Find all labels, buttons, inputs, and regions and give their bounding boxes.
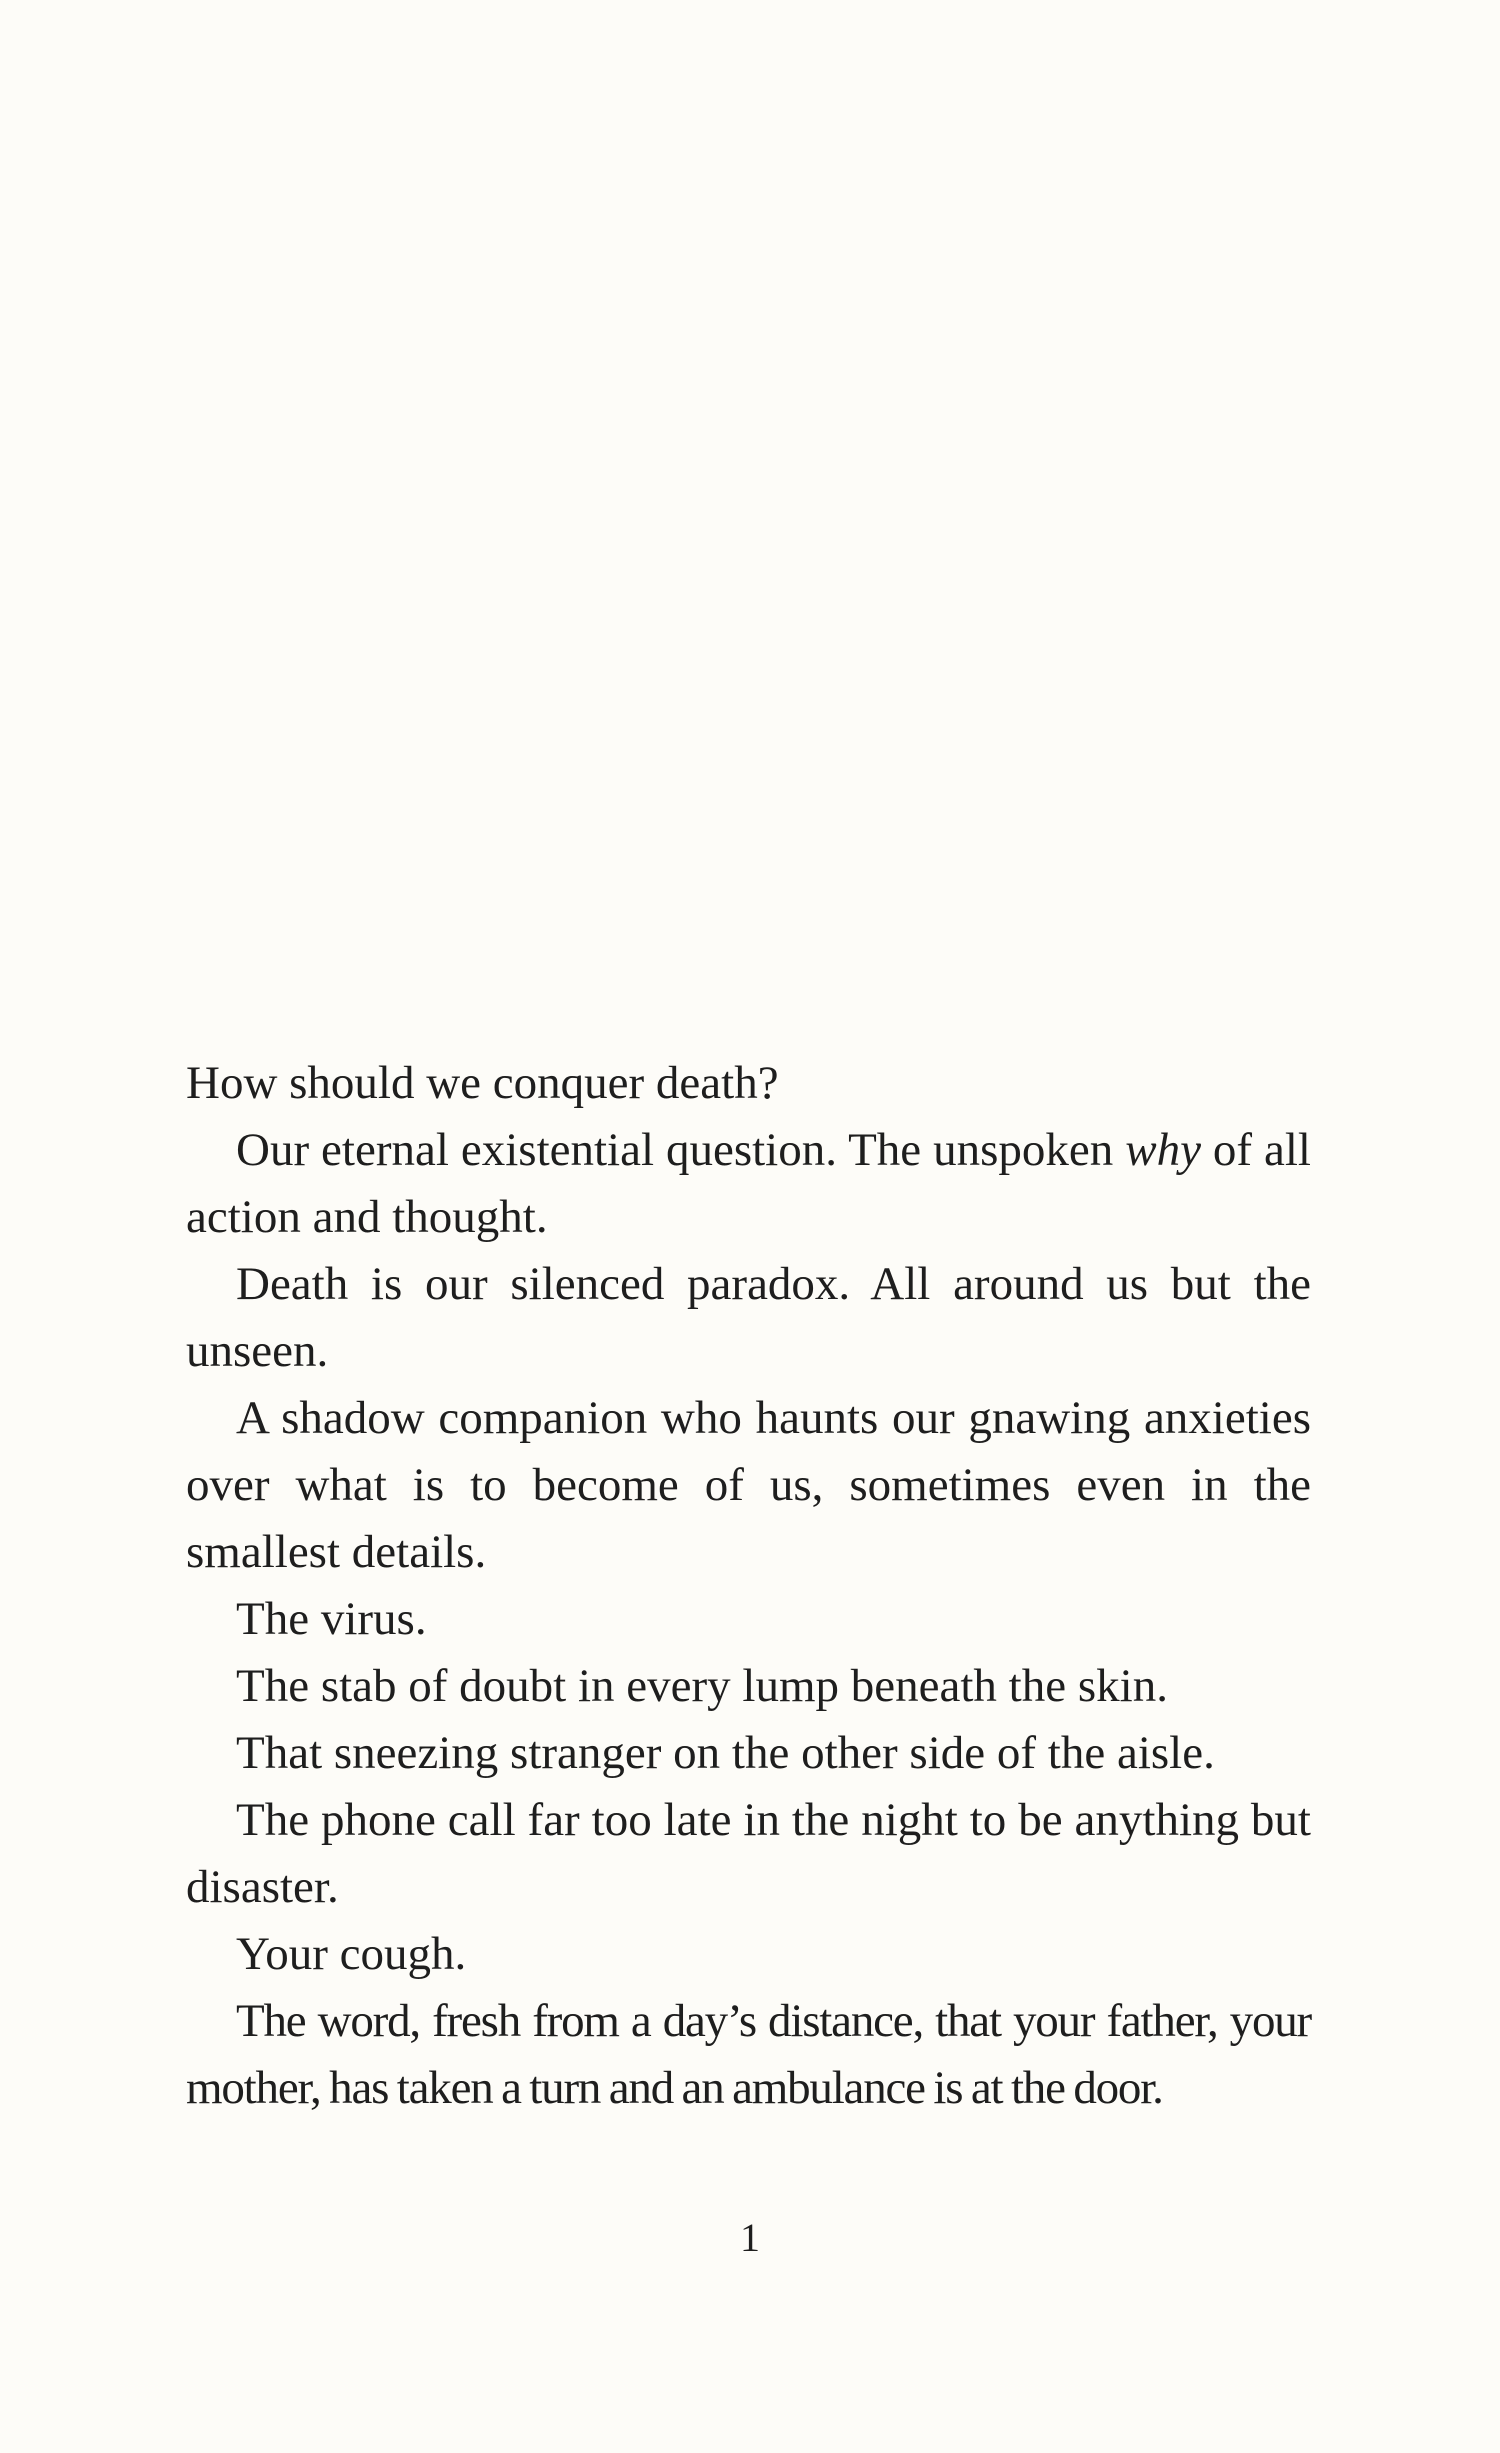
page-number: 1 xyxy=(740,2215,760,2260)
paragraph-9: Your cough. xyxy=(236,1928,467,1980)
paragraph-2-text-before: Our eternal existential question. The unspoken xyxy=(236,1124,1126,1176)
emphasized-word: why xyxy=(1125,1124,1201,1176)
paragraph-10: The word, fresh from a day’s distance, that your father, your mother, has taken a turn and an ambulance is at the door. xyxy=(186,1995,1311,2114)
paragraph-8: The phone call far too late in the night to be anything but disaster. xyxy=(186,1794,1311,1913)
paragraph-3: Death is our silenced paradox. All around us but the unseen. xyxy=(186,1258,1311,1377)
paragraph-2-text-after: of all action and thought. xyxy=(186,1124,1311,1243)
paragraph-6: The stab of doubt in every lump beneath the skin. xyxy=(236,1660,1168,1712)
paragraph-4: A shadow companion who haunts our gnawing anxieties over what is to become of us, sometimes even in the smallest details. xyxy=(186,1392,1311,1578)
body-text xyxy=(186,1050,1311,2122)
paragraph-1: How should we conquer death? xyxy=(186,1057,779,1109)
paragraph-2 xyxy=(186,1117,1311,1251)
paragraph-5: The virus. xyxy=(236,1593,427,1645)
paragraph-7: That sneezing stranger on the other side of the aisle. xyxy=(236,1727,1215,1779)
